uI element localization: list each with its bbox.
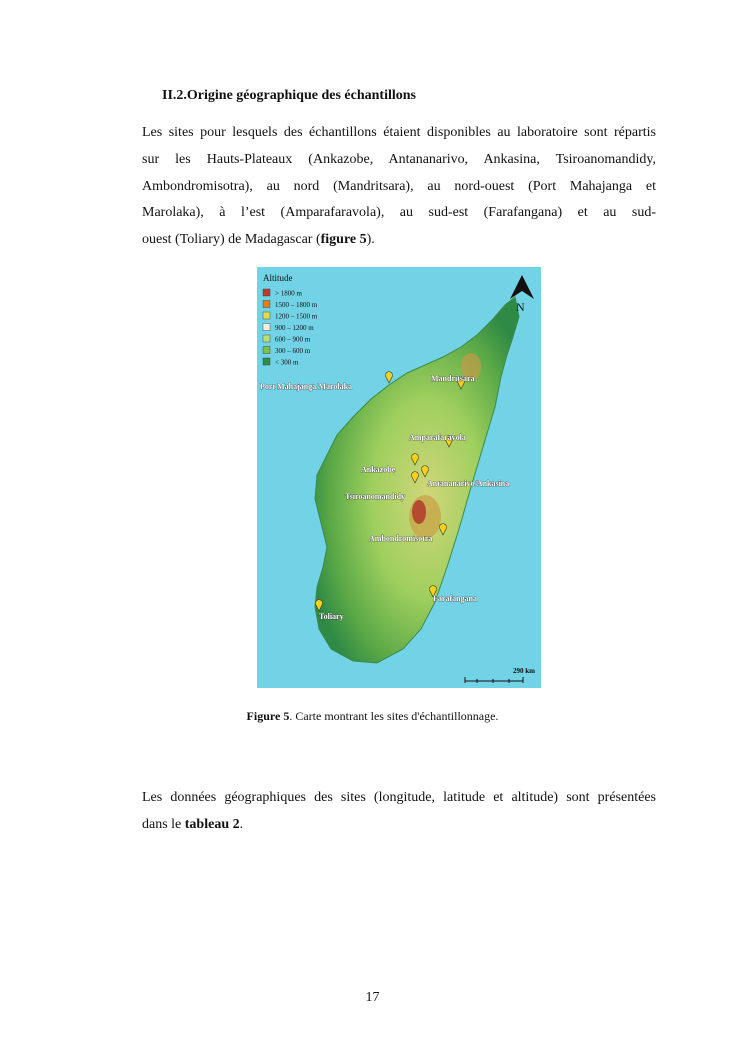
legend-label: 1500 – 1800 m — [275, 301, 318, 309]
body-paragraph-1 — [142, 120, 656, 254]
site-label: Port Mahajanga/Marolaka — [260, 382, 353, 391]
paragraph-line: Les données géographiques des sites (longitude, latitude et altitude) sont présentées — [142, 790, 656, 805]
page-number: 17 — [365, 990, 380, 1005]
figure-caption — [0, 709, 745, 724]
legend-swatch — [263, 324, 270, 331]
north-label: N — [516, 300, 525, 314]
site-label: Ankazobe — [361, 465, 396, 474]
paragraph-line: sur les Hauts-Plateaux (Ankazobe, Antananarivo, Ankasina, Tsiroanomandidy, — [142, 151, 656, 167]
text-span: . — [239, 816, 244, 832]
site-label: Mandritsara — [431, 374, 475, 383]
legend-swatch — [263, 347, 270, 354]
legend-label: > 1800 m — [275, 289, 302, 298]
site-label: Tsiroanomandidy — [345, 492, 406, 501]
paragraph-line: Les sites pour lesquels des échantillons étaient disponibles au laboratoire sont répartis — [142, 125, 656, 140]
paragraph-line — [142, 227, 656, 254]
legend-label: < 300 m — [275, 358, 299, 367]
text-span: ouest (Toliary) de Madagascar ( — [142, 232, 321, 248]
legend-swatch — [263, 289, 270, 296]
table-reference: tableau 2 — [184, 816, 240, 832]
figure-reference: figure 5 — [320, 232, 367, 248]
site-label: Antananarivo/Ankasina — [427, 479, 510, 488]
paragraph-line: Marolaka), à l’est (Amparafaravola), au sud-est (Farafangana) et au sud- — [142, 205, 656, 221]
site-label: Ambondromisotra — [369, 534, 433, 543]
scale-label: 290 km — [513, 667, 535, 675]
legend-swatch — [263, 335, 270, 342]
legend-title: Altitude — [263, 273, 293, 283]
body-paragraph-2 — [142, 785, 656, 839]
site-label: Farafangana — [433, 594, 477, 603]
legend-label: 600 – 900 m — [275, 335, 311, 344]
paragraph-line: Ambondromisotra), au nord (Mandritsara), au nord-ouest (Port Mahajanga et — [142, 178, 656, 194]
text-span: dans le — [142, 816, 185, 832]
legend-label: 300 – 600 m — [275, 347, 311, 355]
site-label: Toliary — [319, 612, 344, 621]
legend-label: 1200 – 1500 m — [275, 312, 318, 321]
section-heading: II.2.Origine géographique des échantillons — [162, 88, 416, 103]
paragraph-line — [142, 812, 656, 839]
caption-label: Figure 5 — [246, 709, 290, 723]
caption-text: . Carte montrant les sites d'échantillonnage. — [289, 709, 499, 723]
map-image — [257, 267, 541, 688]
legend-swatch — [263, 312, 270, 319]
text-span: ). — [366, 232, 375, 248]
legend-label: 900 – 1200 m — [275, 324, 314, 332]
highland-peak — [412, 500, 426, 524]
legend-swatch — [263, 358, 270, 365]
legend-box — [259, 269, 351, 373]
legend-swatch — [263, 301, 270, 308]
site-label: Amparafaravola — [409, 433, 466, 442]
madagascar-map-figure — [257, 267, 541, 688]
